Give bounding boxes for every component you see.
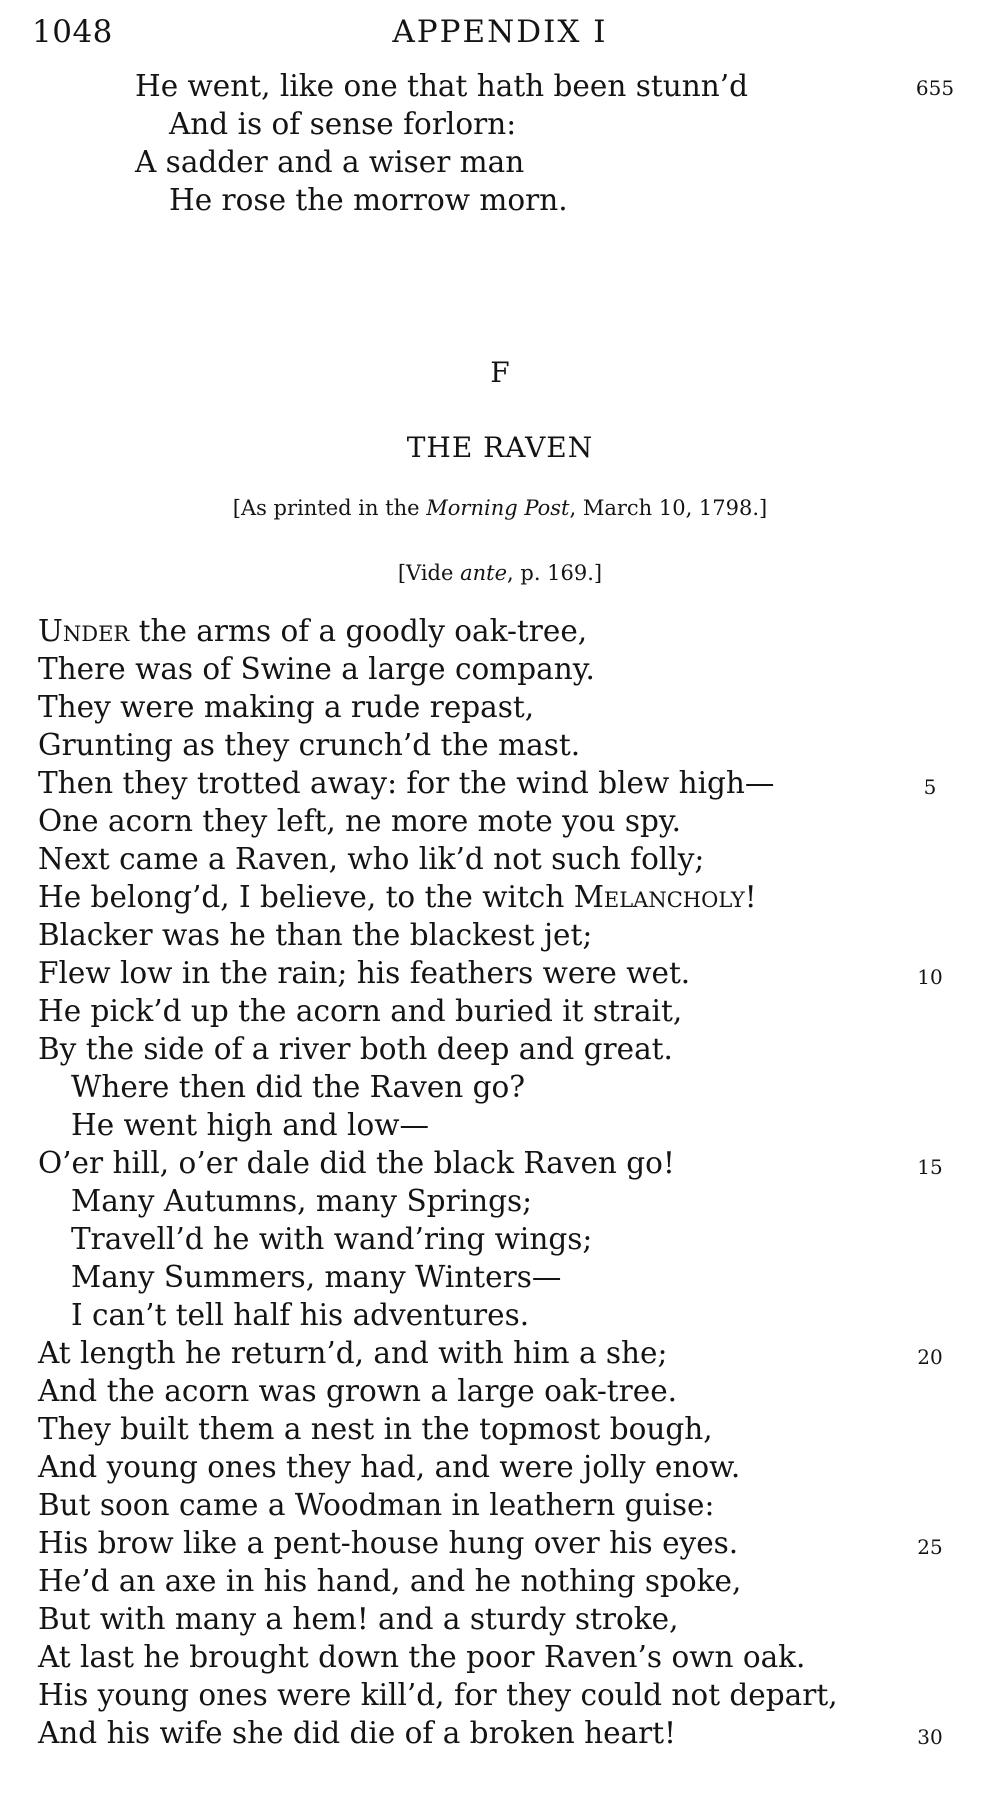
witch-name: Melancholy [573, 880, 745, 914]
poem-line [38, 612, 587, 650]
line8-start: He belong’d, I believe, to the witch [38, 880, 574, 914]
poem-line: Where then did the Raven go? [71, 1070, 526, 1104]
stanza-line: He rose the morrow morn. [169, 183, 568, 217]
poem-line: I can’t tell half his adventures. [71, 1298, 530, 1332]
line8-end: ! [744, 880, 757, 914]
poem-line: Many Autumns, many Springs; [71, 1184, 533, 1218]
line-number: 10 [917, 965, 943, 989]
vide-note-close: , p. 169.] [507, 561, 603, 585]
page-number: 1048 [32, 14, 113, 50]
vide-note-open: [Vide [397, 561, 461, 585]
line-number: 30 [917, 1725, 943, 1749]
poem-line: Flew low in the rain; his feathers were wet. [38, 956, 691, 990]
poem-line: Many Summers, many Winters— [71, 1260, 562, 1294]
source-note [0, 496, 1000, 520]
poem-line: They were making a rude repast, [38, 690, 535, 724]
poem-line: But soon came a Woodman in leathern guise: [38, 1488, 715, 1522]
poem-line: Travell’d he with wand’ring wings; [71, 1222, 593, 1256]
stanza-line: He went, like one that hath been stunn’d [135, 69, 748, 103]
poem-line: And young ones they had, and were jolly enow. [38, 1450, 741, 1484]
poem-line: One acorn they left, ne more mote you spy. [38, 804, 682, 838]
vide-ante: ante [460, 561, 508, 585]
poem-line: Then they trotted away: for the wind blew high— [38, 766, 775, 800]
poem-line: There was of Swine a large company. [38, 652, 595, 686]
poem-line: And his wife she did die of a broken heart! [38, 1716, 676, 1750]
publication-name: Morning Post [426, 496, 570, 520]
line-number: 25 [917, 1535, 943, 1559]
first-word: Under [38, 614, 130, 648]
running-title: APPENDIX I [392, 14, 608, 50]
source-note-open: [As printed in the [232, 496, 427, 520]
line-number: 20 [917, 1345, 943, 1369]
stanza-line: And is of sense forlorn: [169, 107, 517, 141]
poem-line: But with many a hem! and a sturdy stroke, [38, 1602, 679, 1636]
poem-line [38, 878, 757, 916]
poem-line: His young ones were kill’d, for they could not depart, [38, 1678, 838, 1712]
first-line-rest: the arms of a goodly oak-tree, [129, 614, 588, 648]
line-number: 5 [923, 775, 937, 799]
poem-line: O’er hill, o’er dale did the black Raven go! [38, 1146, 675, 1180]
source-note-close: , March 10, 1798.] [569, 496, 768, 520]
section-letter: F [490, 356, 510, 389]
line-number: 655 [915, 76, 955, 100]
poem-line: And the acorn was grown a large oak-tree. [38, 1374, 678, 1408]
poem-line: They built them a nest in the topmost bough, [38, 1412, 713, 1446]
line-number: 15 [917, 1155, 943, 1179]
poem-line: By the side of a river both deep and great. [38, 1032, 673, 1066]
poem-line: Grunting as they crunch’d the mast. [38, 728, 581, 762]
poem-line: Next came a Raven, who lik’d not such folly; [38, 842, 705, 876]
poem-line: His brow like a pent-house hung over his eyes. [38, 1526, 739, 1560]
poem-line: He’d an axe in his hand, and he nothing spoke, [38, 1564, 742, 1598]
poem-line: At length he return’d, and with him a she; [38, 1336, 668, 1370]
poem-line: He pick’d up the acorn and buried it strait, [38, 994, 683, 1028]
poem-title: THE RAVEN [406, 431, 594, 464]
vide-note [0, 561, 1000, 585]
poem-line: Blacker was he than the blackest jet; [38, 918, 593, 952]
poem-line: At last he brought down the poor Raven’s own oak. [38, 1640, 806, 1674]
poem-line: He went high and low— [71, 1108, 429, 1142]
stanza-line: A sadder and a wiser man [135, 145, 525, 179]
